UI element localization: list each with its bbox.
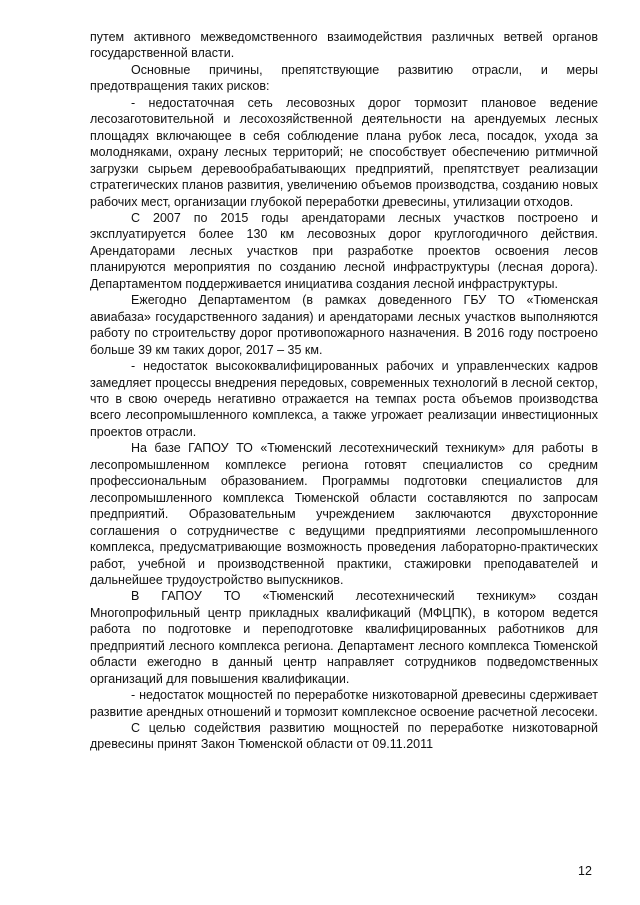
paragraph: Ежегодно Департаментом (в рамках доведенного ГБУ ТО «Тюменская авиабаза» государственного задания) и арендаторами лесных участков выполняются работу по строительству дорог противопожарного назначения. В 2016 году построено больше 39 км таких дорог, 2017 – 35 км. xyxy=(90,293,598,357)
paragraph: В ГАПОУ ТО «Тюменский лесотехнический техникум» создан Многопрофильный центр прикладных квалификаций (МФЦПК), в котором ведется работа по подготовке и переподготовке квалифицированных работников для предприятий лесного комплекса региона. Департамент лесного комплекса Тюменской области ежегодно в данный центр направляет сотрудников подведомственных организаций для повышения квалификации. xyxy=(90,589,598,686)
paragraph: - недостаток высококвалифицированных рабочих и управленческих кадров замедляет процессы внедрения передовых, современных технологий в лесной сектор, что в свою очередь негативно отражается на темпах роста объемов производства всего лесопромышленного комплекса, а также угрожает реализации инвестиционных проектов отрасли. xyxy=(90,359,598,439)
page-number: 12 xyxy=(578,864,592,878)
paragraph: - недостаточная сеть лесовозных дорог тормозит плановое ведение лесозаготовительной и лесохозяйственной деятельности на арендуемых лесных площадях включающее в себя соблюдение плана рубок леса, посадок, ухода за молодняками, охрану лесных территорий; не способствует обеспечению ритмичной загрузки сырьем деревообрабатывающих предприятий, препятствует реализации стратегических планов развития, увеличению объемов производства, созданию новых рабочих мест, организации глубокой переработки древесины, утилизации отходов. xyxy=(90,95,598,209)
paragraph: путем активного межведомственного взаимодействия различных ветвей органов государственной власти. xyxy=(90,30,598,61)
paragraph: Основные причины, препятствующие развитию отрасли, и меры предотвращения таких рисков: xyxy=(90,62,598,94)
paragraph: С целью содействия развитию мощностей по переработке низкотоварной древесины принят Закон Тюменской области от 09.11.2011 xyxy=(90,721,598,752)
paragraph: На базе ГАПОУ ТО «Тюменский лесотехнический техникум» для работы в лесопромышленном комплексе региона готовят специалистов со средним профессиональным образованием. Программы подготовки специалистов для лесопромышленного комплекса Тюменской области составляются по запросам предприятий. Образовательным учреждением заключаются двухсторонние соглашения о сотрудничестве с ведущими предприятиями лесопромышленного комплекса, предусматривающие возможность проведения лабораторно-практических работ, учебной и производственной практики, стажировки преподавателей и дальнейшее трудоустройство выпускников. xyxy=(90,441,598,587)
paragraph: С 2007 по 2015 годы арендаторами лесных участков построено и эксплуатируется более 130 км лесовозных дорог круглогодичного действия. Арендаторами лесных участков при разработке проектов освоения лесов планируются мероприятия по созданию лесной инфраструктуры (лесная дорога). Департаментом поддерживается инициатива создания лесной инфраструктуры. xyxy=(90,210,598,291)
document-page xyxy=(90,29,598,753)
paragraph: - недостаток мощностей по переработке низкотоварной древесины сдерживает развитие арендных отношений и тормозит комплексное освоение расчетной лесосеки. xyxy=(90,688,598,719)
